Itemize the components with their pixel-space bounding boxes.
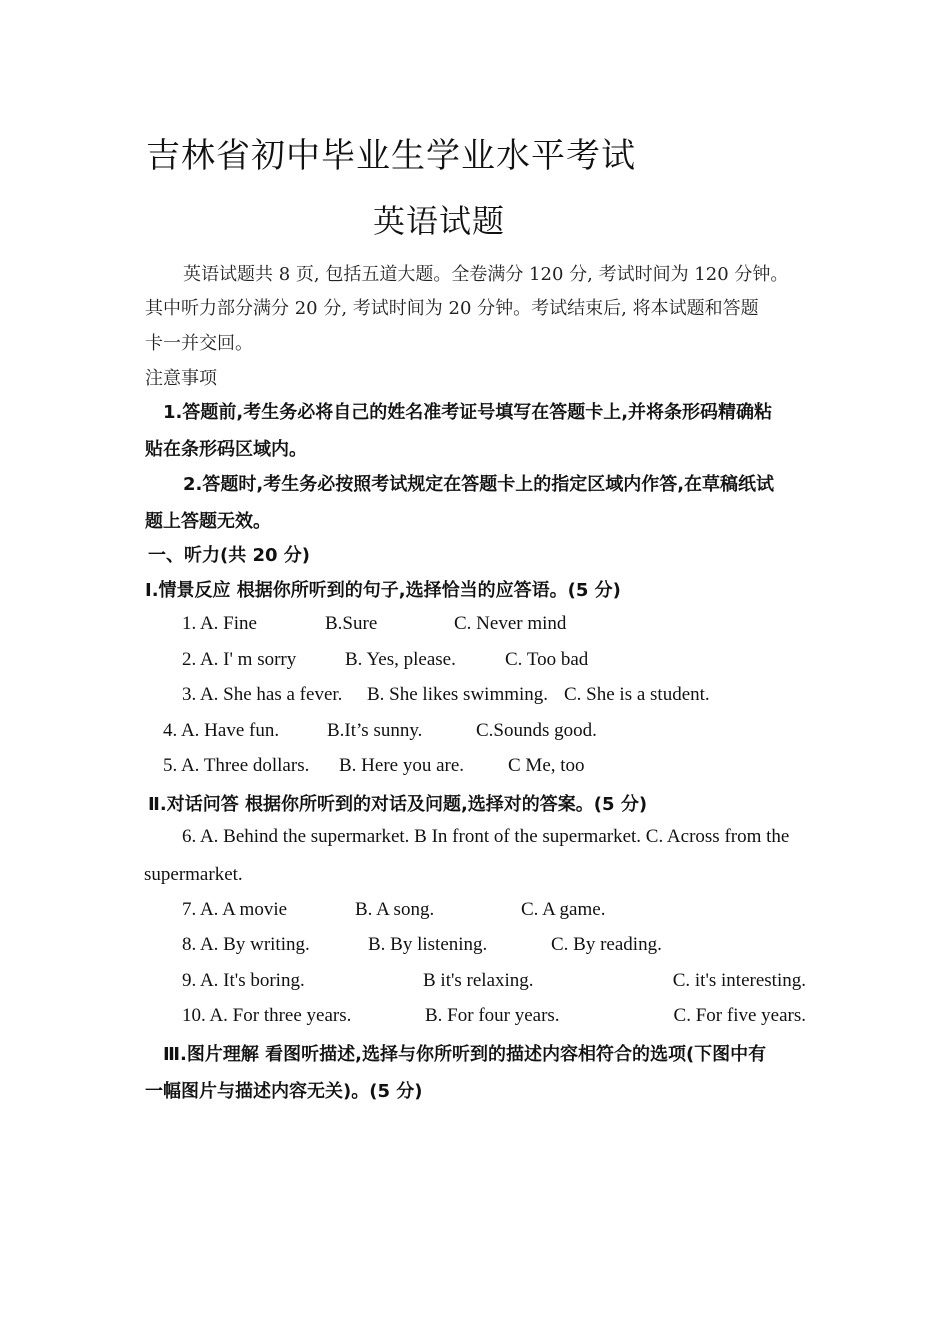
q7-option-c: C. A game. (521, 899, 606, 920)
intro-line-3: 卡一并交回。 (145, 333, 253, 354)
q1-option-c: C. Never mind (454, 613, 567, 634)
exam-subtitle: 英语试题 (373, 202, 506, 240)
q10-option-c: C. For five years. (673, 1005, 806, 1026)
question-8 (0, 934, 950, 960)
exam-title: 吉林省初中毕业生学业水平考试 (146, 136, 636, 176)
q1-option-b: B.Sure (325, 613, 378, 634)
notes-heading: 注意事项 (145, 368, 217, 389)
q3-option-a: 3. A. She has a fever. (182, 684, 343, 705)
q8-option-b: B. By listening. (368, 934, 488, 955)
q7-option-b: B. A song. (355, 899, 435, 920)
q9-option-a: 9. A. It's boring. (182, 970, 305, 991)
note-2-line-2: 题上答题无效。 (145, 511, 271, 532)
q7-option-a: 7. A. A movie (182, 899, 288, 920)
part-2-heading: Ⅱ.对话问答 根据你所听到的对话及问题,选择对的答案。(5 分) (148, 794, 648, 815)
q5-option-b: B. Here you are. (339, 755, 465, 776)
q9-option-c: C. it's interesting. (672, 970, 806, 991)
part-1-heading: Ⅰ.情景反应 根据你所听到的句子,选择恰当的应答语。(5 分) (145, 580, 621, 601)
question-3 (0, 684, 950, 710)
q8-option-a: 8. A. By writing. (182, 934, 310, 955)
q4-option-c: C.Sounds good. (476, 720, 597, 741)
question-2 (0, 649, 950, 675)
q3-option-b: B. She likes swimming. (367, 684, 549, 705)
question-6-line-1: 6. A. Behind the supermarket. B In front of the supermarket. C. Across from the (182, 826, 790, 847)
question-10 (0, 1005, 950, 1031)
q4-option-a: 4. A. Have fun. (163, 720, 280, 741)
q10-option-a: 10. A. For three years. (182, 1005, 352, 1026)
q5-option-c: C Me, too (508, 755, 585, 776)
note-1-line-2: 贴在条形码区域内。 (145, 439, 307, 460)
q8-option-c: C. By reading. (551, 934, 662, 955)
section-1-heading: 一、听力(共 20 分) (148, 545, 311, 566)
q2-option-b: B. Yes, please. (345, 649, 456, 670)
intro-line-1: 英语试题共 8 页, 包括五道大题。全卷满分 120 分, 考试时间为 120 分钟。 (183, 264, 789, 285)
q3-option-c: C. She is a student. (564, 684, 710, 705)
q9-option-b: B it's relaxing. (423, 970, 534, 991)
q4-option-b: B.It’s sunny. (327, 720, 423, 741)
q10-option-b: B. For four years. (425, 1005, 560, 1026)
q2-option-c: C. Too bad (505, 649, 589, 670)
question-7 (0, 899, 950, 925)
question-9 (0, 970, 950, 996)
intro-line-2: 其中听力部分满分 20 分, 考试时间为 20 分钟。考试结束后, 将本试题和答题 (145, 298, 759, 319)
q1-option-a: 1. A. Fine (182, 613, 257, 634)
question-1 (0, 613, 950, 639)
question-5 (0, 755, 950, 781)
q5-option-a: 5. A. Three dollars. (163, 755, 310, 776)
question-6-line-2: supermarket. (144, 864, 243, 885)
part-3-heading-line-2: 一幅图片与描述内容无关)。(5 分) (145, 1081, 423, 1102)
part-3-heading-line-1: Ⅲ.图片理解 看图听描述,选择与你所听到的描述内容相符合的选项(下图中有 (163, 1044, 767, 1065)
q2-option-a: 2. A. I' m sorry (182, 649, 297, 670)
question-4 (0, 720, 950, 746)
note-1-line-1: 1.答题前,考生务必将自己的姓名准考证号填写在答题卡上,并将条形码精确粘 (163, 402, 773, 423)
note-2-line-1: 2.答题时,考生务必按照考试规定在答题卡上的指定区域内作答,在草稿纸试 (183, 474, 775, 495)
